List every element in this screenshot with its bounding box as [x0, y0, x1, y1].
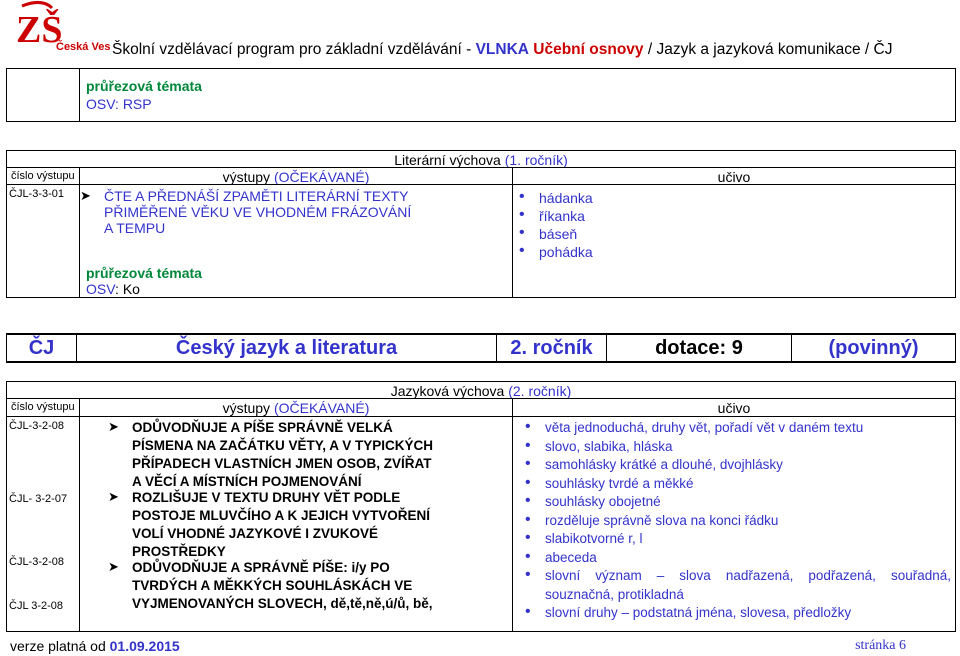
literary-col-outputs [79, 167, 513, 185]
language-output-line: POSTOJE MLUVČÍHO A K JEJICH VYTVOŘENÍ [132, 508, 431, 523]
list-item: • rozděluje správně slova na konci řádku [519, 512, 951, 531]
language-output-line: VYJMENOVANÝCH SLOVECH, dě,tě,ně,ú/ů, bě, [132, 596, 433, 611]
language-title-paren: (2. ročník) [508, 383, 572, 399]
list-item: • hádanka [513, 189, 593, 207]
language-output-line: A VĚCÍ A MÍSTNÍCH POJMENOVÁNÍ [132, 474, 362, 489]
logo-text: Česká Ves [56, 41, 111, 53]
literary-col-outputs-label [80, 169, 512, 185]
language-col-outputs-bold: výstupy [222, 400, 274, 416]
language-output-line: PŘÍPADECH VLASTNÍCH JMEN OSOB, ZVÍŘAT [132, 456, 432, 471]
list-item: • souhlásky obojetné [519, 493, 951, 512]
language-title-row [6, 381, 956, 399]
language-col-outputs-label [80, 400, 512, 416]
list-item: • slabikotvorné r, l [519, 530, 951, 549]
literary-row-code: ČJL-3-3-01 [9, 188, 65, 200]
language-col-number-label: číslo výstupu [11, 401, 75, 413]
language-content-list [519, 419, 951, 623]
top-block-left-cell [6, 68, 80, 122]
language-code-cell [6, 416, 80, 632]
literary-code-cell [6, 184, 80, 298]
literary-cross-label: průřezová témata [86, 265, 202, 281]
language-col-content-label: učivo [717, 400, 751, 416]
list-item: • slovo, slabika, hláska [519, 438, 951, 457]
literary-title-main: Literární výchova [394, 152, 505, 168]
list-item: • samohlásky krátké a dlouhé, dvojhlásky [519, 456, 951, 475]
header-title [112, 41, 893, 59]
literary-col-number [6, 167, 80, 185]
literary-content-cell [512, 184, 956, 298]
banner-subject: Český jazyk a literatura [77, 334, 497, 362]
school-logo [12, 0, 111, 58]
literary-output-line: A TEMPU [104, 220, 166, 236]
header-section: Učební osnovy [533, 41, 644, 58]
language-output-2 [108, 489, 512, 561]
literary-cross-value [86, 281, 140, 297]
language-col-content [512, 398, 956, 417]
cross-topics-label: průřezová témata [86, 78, 202, 94]
header-prefix: Školní vzdělávací program pro základní vzdělávání - [112, 41, 476, 58]
literary-cross-value-a: OSV [86, 281, 116, 297]
literary-output [80, 188, 412, 236]
literary-col-number-label: číslo výstupu [11, 170, 75, 182]
literary-title [7, 152, 955, 168]
language-output-line: ODŮVODŇUJE A PÍŠE SPRÁVNĚ VELKÁ [132, 420, 393, 435]
banner-grade: 2. ročník [497, 334, 607, 362]
language-output-line: PÍSMENA NA ZAČÁTKU VĚTY, A V TYPICKÝCH [132, 438, 434, 453]
literary-col-outputs-bold: výstupy [222, 169, 274, 185]
language-col-outputs-paren: (OČEKÁVANÉ) [273, 400, 370, 416]
banner-code: ČJ [6, 334, 77, 362]
arrow-bullet-icon: ➤ [80, 188, 91, 203]
list-item: • souhlásky tvrdé a měkké [519, 475, 951, 494]
language-output-line: ODŮVODŇUJE A SPRÁVNĚ PÍŠE: i/y PO [132, 560, 390, 575]
language-row-code: ČJL-3-2-08 [9, 556, 65, 568]
literary-col-content-label: učivo [717, 169, 751, 185]
language-output-line: TVRDÝCH A MĚKKÝCH SOUHLÁSKÁCH VE [132, 578, 413, 593]
language-col-number [6, 398, 80, 417]
language-title-main: Jazyková výchova [390, 383, 509, 399]
language-output-line: PROSTŘEDKY [132, 544, 226, 559]
list-item: • báseň [513, 225, 593, 243]
footer-version-date: 01.09.2015 [109, 638, 180, 654]
language-output-line: ROZLIŠUJE V TEXTU DRUHY VĚT PODLE [132, 490, 401, 505]
language-col-outputs [79, 398, 513, 417]
arrow-bullet-icon: ➤ [108, 419, 119, 434]
language-outputs-cell [79, 416, 513, 632]
language-output-1 [108, 419, 512, 491]
literary-title-paren: (1. ročník) [504, 152, 568, 168]
cross-topics-value: OSV: RSP [86, 96, 152, 112]
language-row-code: ČJL-3-2-08 [9, 420, 65, 432]
footer-version-label: verze platná od [10, 638, 110, 654]
list-item: • slovní druhy – podstatná jména, slovesa, předložky [519, 604, 951, 623]
literary-output-line: ČTE A PŘEDNÁŠÍ ZPAMĚTI LITERÁRNÍ TEXTY [104, 188, 409, 204]
header-rest: / Jazyk a jazyková komunikace / ČJ [643, 41, 893, 58]
banner-hours: dotace: 9 [607, 334, 792, 362]
literary-outputs-cell [79, 184, 513, 298]
list-item: • říkanka [513, 207, 593, 225]
language-row-code: ČJL- 3-2-07 [9, 493, 68, 505]
literary-output-line: PŘIMĚŘENÉ VĚKU VE VHODNÉM FRÁZOVÁNÍ [104, 204, 412, 220]
top-block-cell [79, 68, 956, 122]
literary-col-content [512, 167, 956, 185]
literary-content-list [513, 189, 593, 261]
footer-page: stránka 6 [855, 638, 906, 653]
literary-col-outputs-paren: (OČEKÁVANÉ) [273, 169, 370, 185]
literary-title-row [6, 150, 956, 168]
language-output-line: VOLÍ VHODNÉ JAZYKOVÉ I ZVUKOVÉ [132, 526, 379, 541]
banner-type: (povinný) [792, 334, 956, 362]
list-item: • pohádka [513, 243, 593, 261]
arrow-bullet-icon: ➤ [108, 559, 119, 574]
list-item: • slovní význam – slova nadřazená, podřazená, souřadná, souznačná, protikladná [519, 567, 951, 604]
literary-cross-value-b: : Ko [115, 281, 140, 297]
language-row-code: ČJL 3-2-08 [9, 600, 64, 612]
header-program: VLNKA [475, 41, 529, 58]
language-content-cell [512, 416, 956, 632]
language-output-3 [108, 559, 512, 613]
logo-letters: ZŠ [16, 9, 63, 51]
language-title [7, 383, 955, 399]
arrow-bullet-icon: ➤ [108, 489, 119, 504]
logo-graphic [12, 0, 111, 58]
footer-version [10, 638, 180, 654]
list-item: • abeceda [519, 549, 951, 568]
list-item: • věta jednoduchá, druhy vět, pořadí vět v daném textu [519, 419, 951, 438]
